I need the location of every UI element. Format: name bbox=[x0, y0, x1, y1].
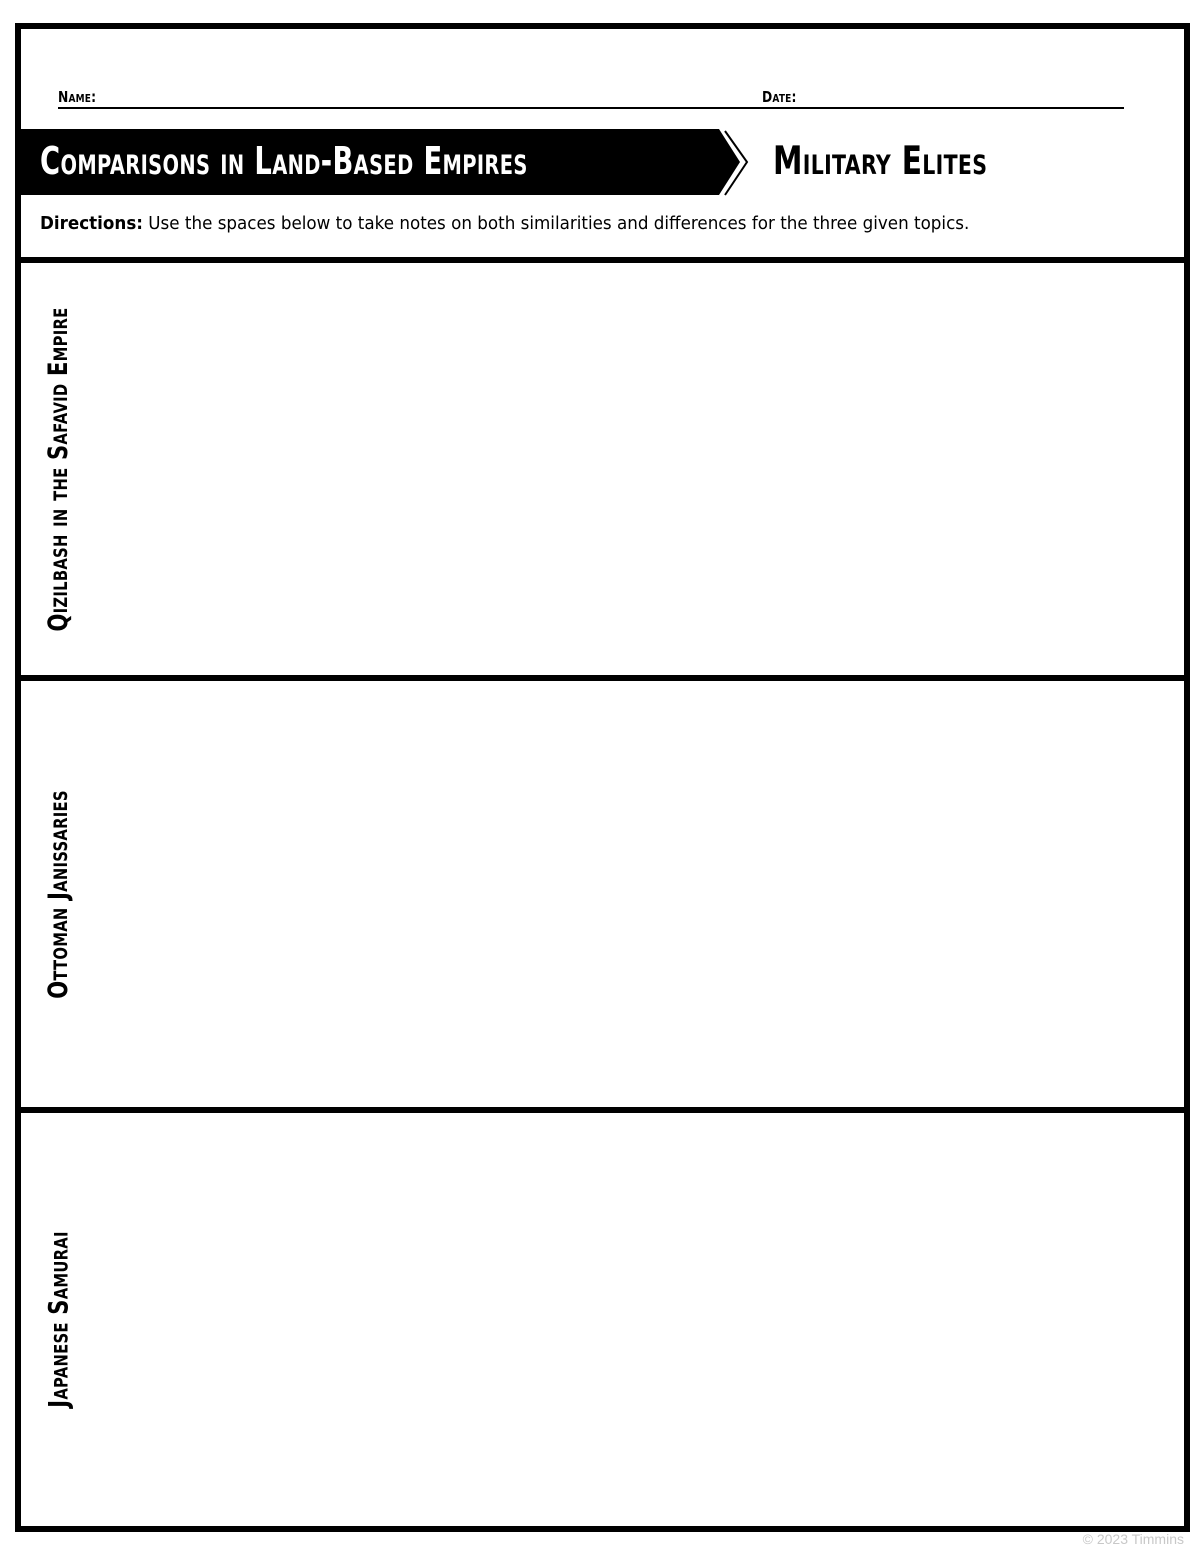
notes-area-qizilbash[interactable] bbox=[85, 271, 1176, 667]
directions-text: Use the spaces below to take notes on both similarities and differences for the three given topics. bbox=[142, 213, 970, 234]
worksheet-title: Comparisons in Land-Based Empires bbox=[40, 139, 528, 183]
copyright-notice: © 2023 Timmins bbox=[1082, 1531, 1184, 1547]
section-label-janissaries bbox=[41, 681, 77, 1107]
notes-area-samurai[interactable] bbox=[85, 1121, 1176, 1518]
title-banner bbox=[21, 129, 749, 199]
section-samurai bbox=[21, 1107, 1184, 1526]
name-field[interactable] bbox=[58, 85, 765, 109]
date-field[interactable] bbox=[762, 85, 1124, 109]
section-label-qizilbash bbox=[41, 263, 77, 675]
date-label: Date: bbox=[762, 88, 797, 106]
worksheet-frame bbox=[15, 23, 1190, 1532]
directions bbox=[40, 213, 969, 234]
notes-area-janissaries[interactable] bbox=[85, 689, 1176, 1099]
section-qizilbash bbox=[21, 257, 1184, 675]
section-label-samurai bbox=[41, 1113, 77, 1526]
name-label: Name: bbox=[58, 88, 97, 106]
section-title-samurai: Japanese Samurai bbox=[43, 1231, 75, 1408]
section-title-janissaries: Ottoman Janissaries bbox=[43, 789, 75, 999]
section-janissaries bbox=[21, 675, 1184, 1107]
section-title-qizilbash: Qizilbash in the Safavid Empire bbox=[43, 307, 75, 631]
directions-label: Directions: bbox=[40, 213, 143, 234]
worksheet-subtitle: Military Elites bbox=[773, 139, 988, 184]
